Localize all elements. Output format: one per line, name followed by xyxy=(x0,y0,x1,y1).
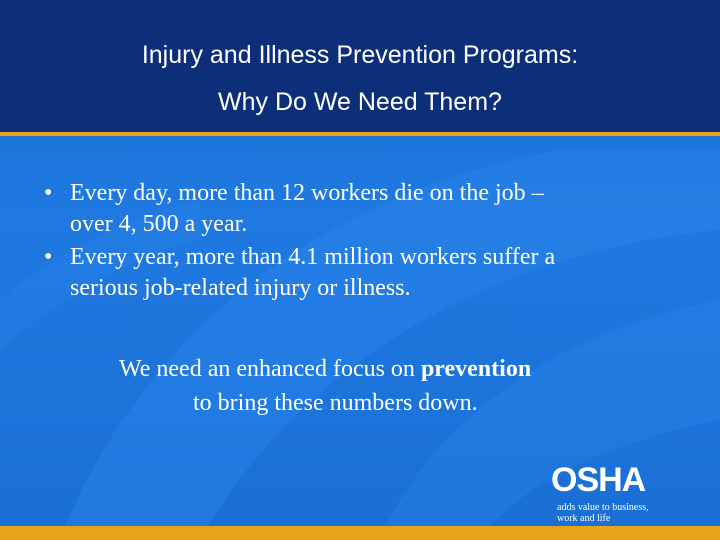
osha-tagline xyxy=(557,502,649,524)
focus-line-1 xyxy=(119,352,531,386)
title-line-1: Injury and Illness Prevention Programs: xyxy=(141,41,579,69)
tagline-line-1: adds value to business, xyxy=(557,502,649,513)
bullet-marker: • xyxy=(44,244,53,270)
footer-bar xyxy=(0,526,720,540)
title-divider xyxy=(0,132,720,136)
osha-logo-mark: OSHA xyxy=(551,461,646,499)
bullet-text-line: over 4, 500 a year. xyxy=(70,211,248,237)
bullet-text-line: Every year, more than 4.1 million workers suffer a xyxy=(70,244,556,270)
osha-logo xyxy=(551,461,671,524)
bullet-text-line: Every day, more than 12 workers die on the job – xyxy=(70,180,544,206)
bullet-text-line: serious job-related injury or illness. xyxy=(70,275,411,301)
bullet-list xyxy=(44,178,684,306)
bullet-marker: • xyxy=(44,180,53,206)
focus-line-2: to bring these numbers down. xyxy=(193,390,478,416)
title-line-2: Why Do We Need Them? xyxy=(218,88,502,116)
focus-text: We need an enhanced focus on xyxy=(119,356,421,382)
bullet-item xyxy=(44,242,684,304)
tagline-line-2: work and life xyxy=(557,513,611,524)
bullet-item xyxy=(44,178,684,240)
focus-emphasis: prevention xyxy=(420,356,532,382)
slide-title xyxy=(0,32,720,126)
